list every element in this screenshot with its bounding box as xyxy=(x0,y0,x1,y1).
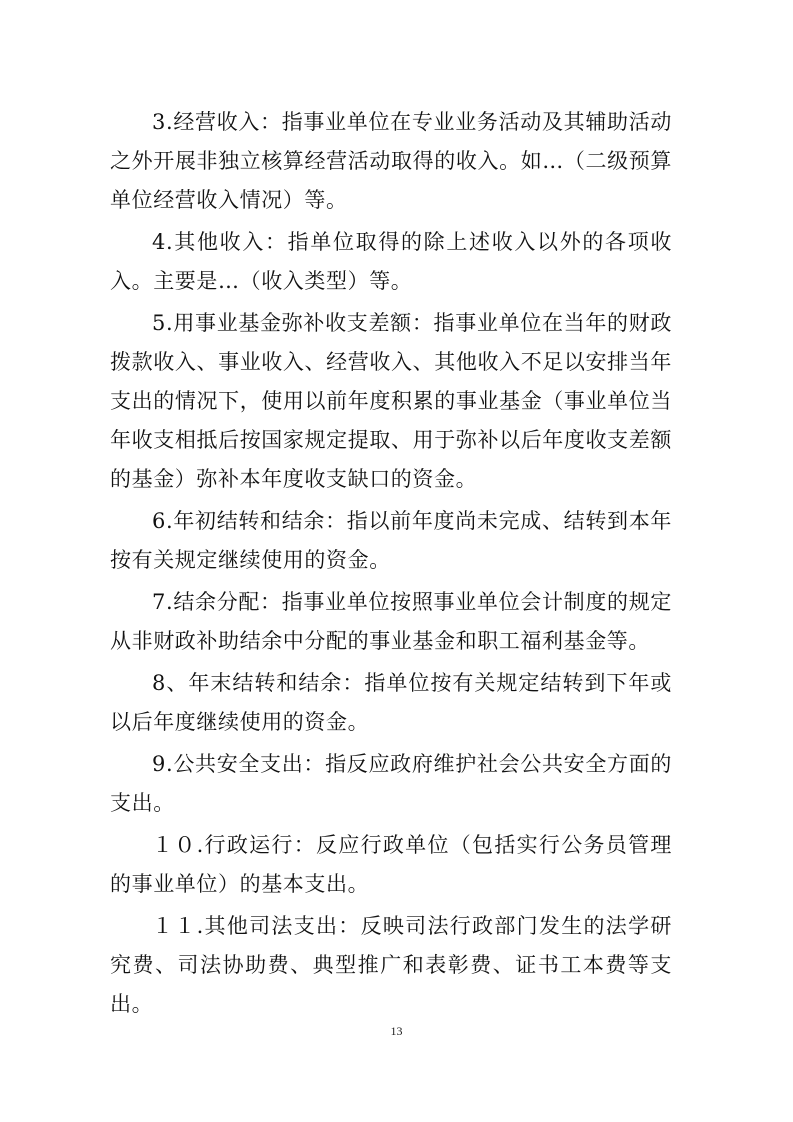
paragraph-opening-balance: 6.年初结转和结余：指以前年度尚未完成、结转到本年按有关规定继续使用的资金。 xyxy=(110,509,672,572)
paragraph-closing-balance: 8、年末结转和结余：指单位按有关规定结转到下年或以后年度继续使用的资金。 xyxy=(110,671,672,734)
paragraph-fund-offset: 5.用事业基金弥补收支差额：指事业单位在当年的财政拨款收入、事业收入、经营收入、其他收入不足以安排当年支出的情况下，使用以前年度积累的事业基金（事业单位当年收支相抵后按国家规定提取、用于弥补以后年度收支差额的基金）弥补本年度收支缺口的资金。 xyxy=(110,311,672,491)
paragraph-public-security: 9.公共安全支出：指反应政府维护社会公共安全方面的支出。 xyxy=(110,752,672,815)
paragraph-other-judicial: １１.其他司法支出：反映司法行政部门发生的法学研究费、司法协助费、典型推广和表彰费、证书工本费等支出。 xyxy=(110,914,672,1016)
paragraph-other-income: 4.其他收入：指单位取得的除上述收入以外的各项收入。主要是…（收入类型）等。 xyxy=(110,230,672,293)
body-text xyxy=(110,103,672,1027)
page-number: 13 xyxy=(390,1024,403,1038)
paragraph-business-income: 3.经营收入：指事业单位在专业业务活动及其辅助活动之外开展非独立核算经营活动取得的收入。如…（二级预算单位经营收入情况）等。 xyxy=(110,110,672,212)
paragraph-admin-operation: １０.行政运行：反应行政单位（包括实行公务员管理的事业单位）的基本支出。 xyxy=(110,833,672,896)
paragraph-surplus-distribution: 7.结余分配：指事业单位按照事业单位会计制度的规定从非财政补助结余中分配的事业基金和职工福利基金等。 xyxy=(110,590,672,653)
